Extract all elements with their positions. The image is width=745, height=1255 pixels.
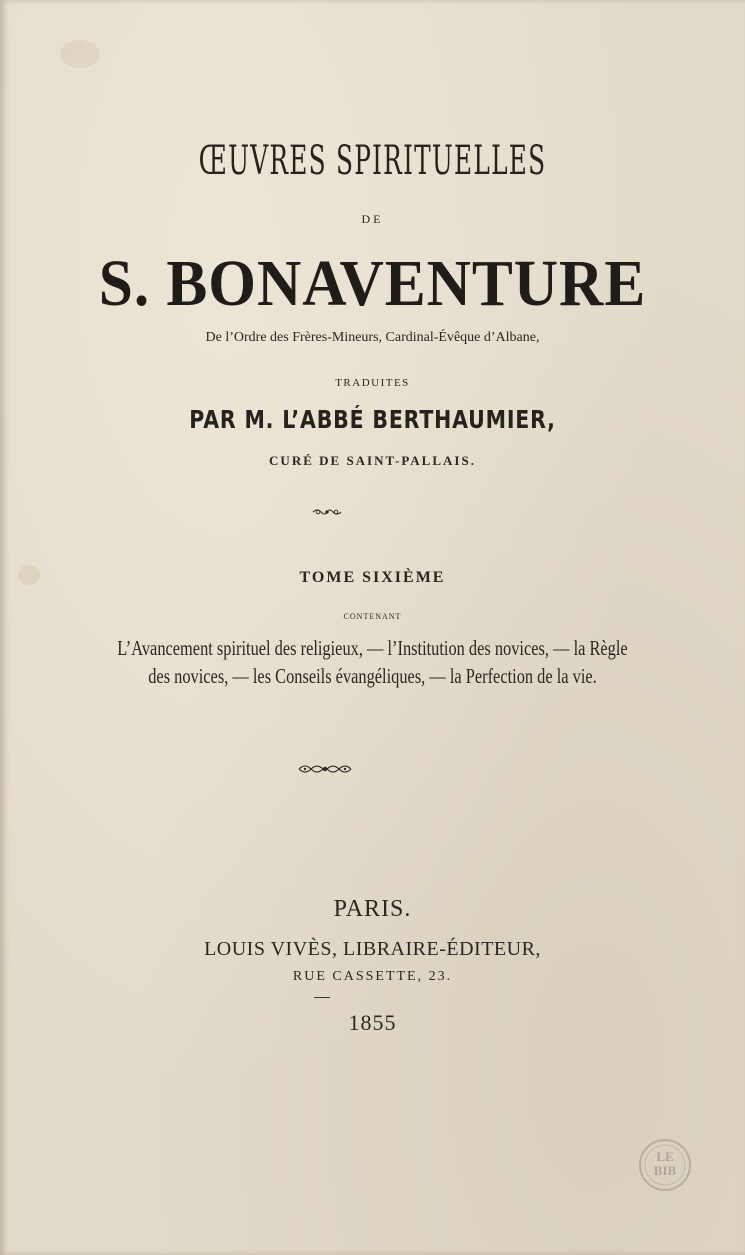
publication-city: PARIS. — [333, 896, 412, 922]
foxing-spot — [60, 40, 100, 68]
publisher-address: RUE CASSETTE, 23. — [292, 969, 453, 984]
volume-number: TOME SIXIÈME — [299, 569, 446, 586]
author-name: S. BONAVENTURE — [98, 247, 647, 320]
author-description: De l’Ordre des Frères-Mineurs, Cardinal-Évêque d’Albane, — [205, 330, 540, 345]
decorative-ornament-icon — [297, 761, 353, 777]
translator-title: CURÉ DE SAINT-PALLAIS. — [269, 453, 476, 468]
translator-name: PAR M. L’ABBÉ BERTHAUMIER, — [189, 405, 556, 434]
library-stamp — [637, 1137, 693, 1193]
contents-line-2: des novices, — les Conseils évangéliques, — la Perfection de la vie. — [148, 664, 597, 688]
stamp-line-2: BIB — [653, 1163, 677, 1178]
stamp-text — [637, 1150, 693, 1178]
connector-de: DE — [361, 212, 384, 226]
contents-label: CONTENANT — [343, 612, 402, 621]
contents-line-1: L’Avancement spirituel des religieux, — l’Institution des novices, — la Règle — [117, 636, 628, 660]
publisher-name: LOUIS VIVÈS, LIBRAIRE-ÉDITEUR, — [204, 938, 541, 960]
translated-label: TRADUITES — [335, 377, 410, 389]
series-title: ŒUVRES SPIRITUELLES — [198, 138, 547, 184]
divider — [314, 997, 330, 998]
small-ornament-icon — [312, 506, 342, 518]
stamp-line-1: LE — [656, 1149, 674, 1164]
publication-year: 1855 — [348, 1010, 397, 1035]
